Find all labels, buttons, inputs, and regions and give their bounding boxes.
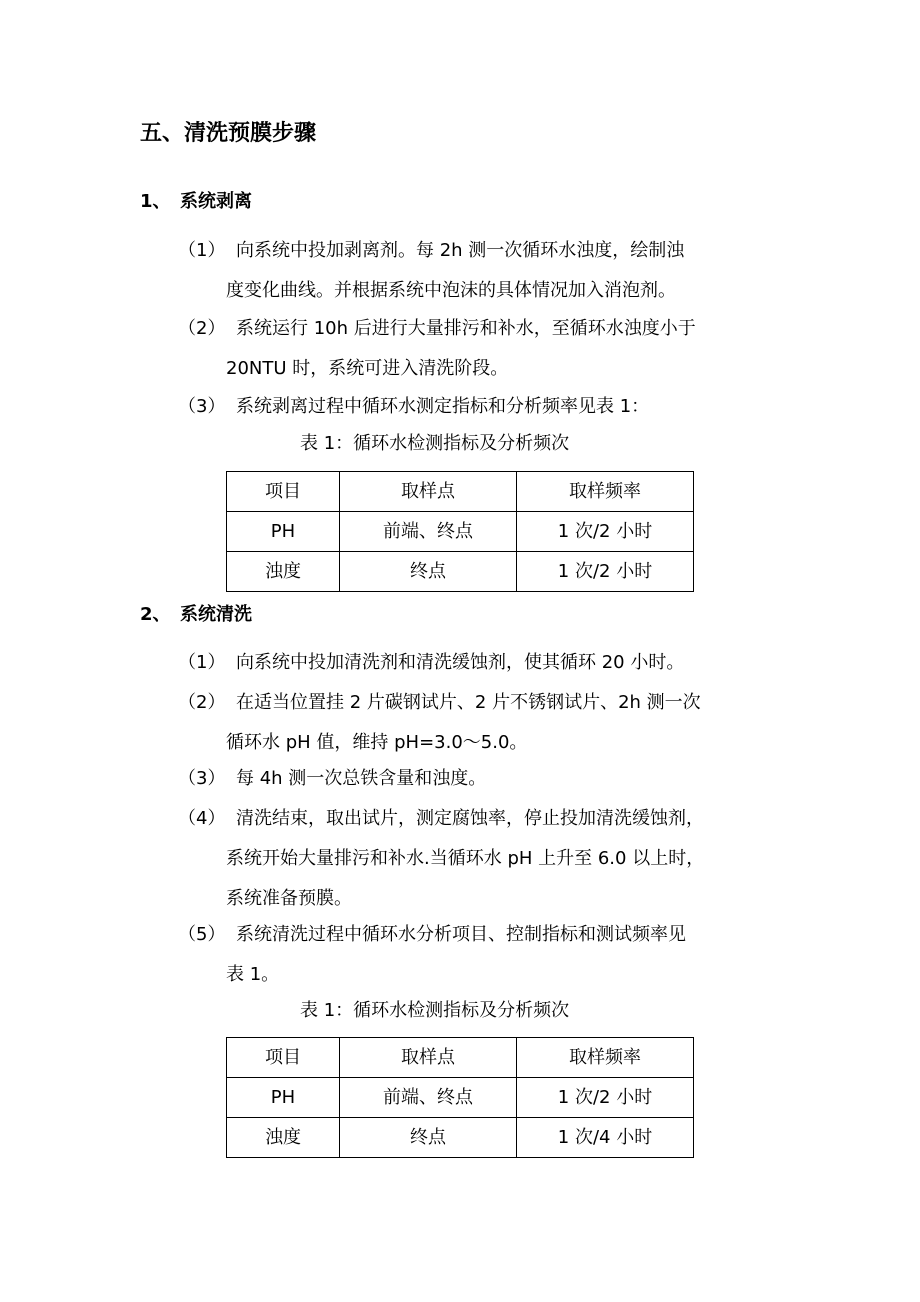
section-title: 系统清洗 bbox=[180, 604, 252, 625]
item-number: （1） bbox=[178, 240, 226, 261]
item-text-line: 向系统中投加清洗剂和清洗缓蚀剂，使其循环 20 小时。 bbox=[236, 652, 685, 673]
item-text-line: 系统运行 10h 后进行大量排污和补水，至循环水浊度小于 bbox=[236, 318, 696, 339]
paragraph-1-3 bbox=[178, 387, 798, 427]
paragraph-2-3 bbox=[178, 759, 798, 799]
data-table-2 bbox=[226, 1037, 694, 1158]
section-heading-1 bbox=[140, 188, 252, 216]
table-row bbox=[227, 1118, 694, 1158]
table-cell: PH bbox=[227, 1078, 340, 1118]
item-number: （5） bbox=[178, 924, 226, 945]
table-header-cell: 项目 bbox=[227, 472, 340, 512]
table-cell: 1 次/2 小时 bbox=[517, 1078, 694, 1118]
section-heading-2 bbox=[140, 601, 252, 629]
item-text-line: 表 1。 bbox=[226, 964, 280, 985]
table-row bbox=[227, 552, 694, 592]
paragraph-2-4 bbox=[178, 799, 798, 919]
table-header-cell: 项目 bbox=[227, 1038, 340, 1078]
table-cell: 1 次/2 小时 bbox=[517, 552, 694, 592]
item-number: （2） bbox=[178, 692, 226, 713]
section-number: 1、 bbox=[140, 191, 171, 212]
page-title: 五、清洗预膜步骤 bbox=[140, 121, 317, 146]
item-text-line: 系统清洗过程中循环水分析项目、控制指标和测试频率见 bbox=[236, 924, 686, 945]
table-header-row bbox=[227, 1038, 694, 1078]
table-cell: 1 次/4 小时 bbox=[517, 1118, 694, 1158]
paragraph-1-2 bbox=[178, 309, 798, 389]
table-cell: 浊度 bbox=[227, 552, 340, 592]
item-number: （3） bbox=[178, 768, 226, 789]
section-title: 系统剥离 bbox=[180, 191, 252, 212]
item-number: （4） bbox=[178, 808, 226, 829]
table-header-cell: 取样频率 bbox=[517, 472, 694, 512]
table-cell: 1 次/2 小时 bbox=[517, 512, 694, 552]
table-cell: PH bbox=[227, 512, 340, 552]
item-number: （1） bbox=[178, 652, 226, 673]
table-row bbox=[227, 512, 694, 552]
item-text-line: 每 4h 测一次总铁含量和浊度。 bbox=[236, 768, 487, 789]
table-header-cell: 取样点 bbox=[340, 472, 517, 512]
table-header-row bbox=[227, 472, 694, 512]
item-text-line: 向系统中投加剥离剂。每 2h 测一次循环水浊度，绘制浊 bbox=[236, 240, 685, 261]
section-number: 2、 bbox=[140, 604, 171, 625]
item-text-line: 度变化曲线。并根据系统中泡沫的具体情况加入消泡剂。 bbox=[226, 280, 676, 301]
item-text-line: 循环水 pH 值，维持 pH=3.0～5.0。 bbox=[226, 732, 528, 753]
table-cell: 浊度 bbox=[227, 1118, 340, 1158]
table-cell: 终点 bbox=[340, 552, 517, 592]
paragraph-2-2 bbox=[178, 683, 798, 763]
table-header-cell: 取样点 bbox=[340, 1038, 517, 1078]
item-text-line: 清洗结束，取出试片，测定腐蚀率，停止投加清洗缓蚀剂， bbox=[236, 808, 704, 829]
table-header-cell: 取样频率 bbox=[517, 1038, 694, 1078]
table-caption-1: 表 1：循环水检测指标及分析频次 bbox=[300, 433, 570, 454]
item-text-line: 系统准备预膜。 bbox=[226, 888, 352, 909]
item-text-line: 系统开始大量排污和补水.当循环水 pH 上升至 6.0 以上时， bbox=[226, 848, 705, 869]
item-text-line: 系统剥离过程中循环水测定指标和分析频率见表 1： bbox=[236, 396, 650, 417]
item-text-line: 20NTU 时，系统可进入清洗阶段。 bbox=[226, 358, 509, 379]
table-caption-2: 表 1：循环水检测指标及分析频次 bbox=[300, 1000, 570, 1021]
data-table-1 bbox=[226, 471, 694, 592]
item-number: （3） bbox=[178, 396, 226, 417]
paragraph-2-1 bbox=[178, 643, 798, 683]
table-row bbox=[227, 1078, 694, 1118]
paragraph-1-1 bbox=[178, 231, 798, 311]
item-number: （2） bbox=[178, 318, 226, 339]
table-cell: 前端、终点 bbox=[340, 512, 517, 552]
item-text-line: 在适当位置挂 2 片碳钢试片、2 片不锈钢试片、2h 测一次 bbox=[236, 692, 701, 713]
table-cell: 终点 bbox=[340, 1118, 517, 1158]
table-cell: 前端、终点 bbox=[340, 1078, 517, 1118]
paragraph-2-5 bbox=[178, 915, 798, 995]
